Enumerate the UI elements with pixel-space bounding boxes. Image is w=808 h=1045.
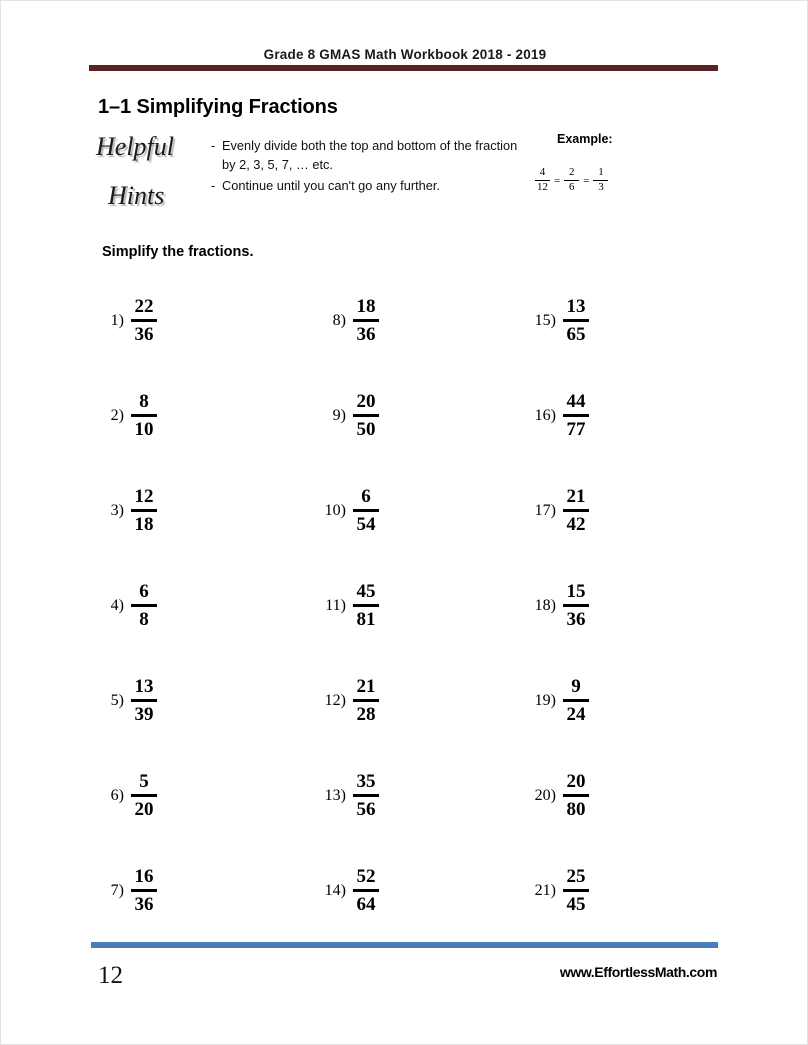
fraction-denominator: 36 (356, 323, 376, 345)
fraction-bar (563, 414, 589, 416)
fraction-bar (563, 699, 589, 701)
helpful-hints-label-line1: Helpful (96, 132, 174, 161)
fraction-numerator: 5 (139, 771, 149, 793)
fraction (131, 772, 157, 818)
problem-item[interactable] (319, 843, 529, 938)
problem-number: 16) (534, 406, 556, 424)
fraction-bar (131, 414, 157, 416)
fraction-numerator: 35 (356, 771, 376, 793)
fraction-numerator: 13 (566, 296, 586, 318)
fraction-denominator: 12 (537, 181, 548, 194)
fraction-denominator: 39 (134, 703, 154, 725)
fraction-numerator: 25 (566, 866, 586, 888)
problem-item[interactable] (529, 273, 739, 368)
fraction (563, 867, 589, 913)
fraction-bar (131, 604, 157, 606)
problem-number: 11) (325, 596, 346, 614)
fraction-denominator: 8 (139, 608, 149, 630)
fraction-denominator: 64 (356, 893, 376, 915)
fraction-bar (353, 699, 379, 701)
fraction-bar (353, 414, 379, 416)
helpful-hints-label-line2: Hints (108, 181, 165, 210)
fraction-denominator: 45 (566, 893, 586, 915)
problem-item[interactable] (319, 748, 529, 843)
problem-item[interactable] (529, 843, 739, 938)
fraction-denominator: 50 (356, 418, 376, 440)
example-fraction (535, 167, 550, 194)
fraction-denominator: 36 (566, 608, 586, 630)
fraction-denominator: 18 (134, 513, 154, 535)
fraction-denominator: 36 (134, 893, 154, 915)
problem-number: 9) (332, 406, 346, 424)
fraction (563, 582, 589, 628)
bullet-dash-icon: - (211, 178, 216, 194)
fraction-numerator: 52 (356, 866, 376, 888)
problem-item[interactable] (97, 273, 307, 368)
equals-sign: = (583, 175, 590, 188)
fraction-denominator: 81 (356, 608, 376, 630)
example-fraction (564, 167, 579, 194)
fraction-denominator: 10 (134, 418, 154, 440)
fraction-bar (131, 319, 157, 321)
problem-number: 3) (110, 501, 124, 519)
fraction-denominator: 3 (598, 181, 604, 194)
fraction-bar (353, 794, 379, 796)
fraction-bar (353, 509, 379, 511)
fraction (353, 392, 379, 438)
fraction-bar (563, 509, 589, 511)
problem-number: 6) (110, 786, 124, 804)
fraction-denominator: 6 (568, 181, 575, 194)
problem-number: 10) (324, 501, 346, 519)
fraction-numerator: 21 (566, 486, 586, 508)
fraction-denominator: 65 (566, 323, 586, 345)
fraction-numerator: 16 (134, 866, 154, 888)
problem-item[interactable] (529, 653, 739, 748)
fraction-denominator: 80 (566, 798, 586, 820)
fraction (563, 392, 589, 438)
problem-item[interactable] (97, 748, 307, 843)
hint-item (211, 137, 521, 174)
fraction-denominator: 36 (134, 323, 154, 345)
problem-number: 1) (110, 311, 124, 329)
fraction (131, 297, 157, 343)
hints-list (211, 137, 521, 199)
fraction (563, 772, 589, 818)
fraction-numerator: 21 (356, 676, 376, 698)
problem-number: 5) (110, 691, 124, 709)
example-label: Example: (557, 132, 613, 146)
problem-number: 17) (534, 501, 556, 519)
problem-number: 13) (324, 786, 346, 804)
fraction (131, 867, 157, 913)
problem-number: 2) (110, 406, 124, 424)
fraction-bar (131, 794, 157, 796)
fraction-bar (131, 889, 157, 891)
fraction-numerator: 44 (566, 391, 586, 413)
website-url[interactable]: www.EffortlessMath.com (559, 964, 717, 980)
hint-text: Continue until you can't go any further. (222, 178, 440, 194)
fraction-denominator: 24 (566, 703, 586, 725)
fraction (131, 677, 157, 723)
footer-divider (91, 942, 718, 948)
instruction-text: Simplify the fractions. (102, 244, 254, 260)
problem-item[interactable] (319, 368, 529, 463)
problem-item[interactable] (319, 463, 529, 558)
problem-number: 19) (534, 691, 556, 709)
hint-text: Evenly divide both the top and bottom of the fraction by 2, 3, 5, 7, … etc. (222, 138, 518, 172)
problem-item[interactable] (319, 653, 529, 748)
book-title: Grade 8 GMAS Math Workbook 2018 - 2019 (263, 47, 547, 62)
problem-number: 20) (534, 786, 556, 804)
problem-number: 12) (324, 691, 346, 709)
fraction (563, 487, 589, 533)
problem-item[interactable] (529, 463, 739, 558)
problem-number: 4) (110, 596, 124, 614)
header-divider (89, 65, 718, 71)
page-number: 12 (98, 962, 123, 989)
fraction-bar (131, 509, 157, 511)
fraction-numerator: 6 (139, 581, 149, 603)
fraction-numerator: 15 (566, 581, 586, 603)
problem-item[interactable] (97, 558, 307, 653)
fraction-denominator: 77 (566, 418, 586, 440)
fraction (353, 487, 379, 533)
fraction-denominator: 28 (356, 703, 376, 725)
fraction-numerator: 20 (566, 771, 586, 793)
fraction-numerator: 13 (134, 676, 154, 698)
fraction (131, 392, 157, 438)
problem-item[interactable] (97, 843, 307, 938)
fraction-bar (563, 794, 589, 796)
fraction-numerator: 12 (134, 486, 154, 508)
problem-item[interactable] (529, 748, 739, 843)
problem-number: 14) (324, 881, 346, 899)
fraction (353, 582, 379, 628)
bullet-dash-icon: - (211, 138, 216, 153)
fraction-bar (353, 604, 379, 606)
problem-item[interactable] (319, 273, 529, 368)
problem-item[interactable] (97, 653, 307, 748)
fraction (563, 677, 589, 723)
fraction (131, 582, 157, 628)
fraction-numerator: 1 (598, 166, 604, 178)
fraction-denominator: 56 (356, 798, 376, 820)
page-title: 1–1 Simplifying Fractions (98, 96, 338, 118)
fraction-numerator: 9 (571, 676, 581, 698)
problem-column-3 (529, 273, 739, 938)
fraction-denominator: 54 (356, 513, 376, 535)
fraction-denominator: 42 (566, 513, 586, 535)
fraction (131, 487, 157, 533)
hint-item (211, 177, 521, 196)
problem-item[interactable] (529, 368, 739, 463)
fraction-denominator: 20 (134, 798, 154, 820)
problem-item[interactable] (319, 558, 529, 653)
problem-column-2 (319, 273, 529, 938)
fraction-bar (353, 319, 379, 321)
problem-number: 18) (534, 596, 556, 614)
fraction-numerator: 18 (356, 296, 376, 318)
example-fraction (593, 167, 608, 194)
fraction-numerator: 45 (356, 581, 376, 603)
problem-item[interactable] (97, 368, 307, 463)
fraction-numerator: 6 (361, 486, 371, 508)
equals-sign: = (554, 175, 561, 188)
problem-number: 21) (534, 881, 556, 899)
fraction-bar (563, 319, 589, 321)
fraction-bar (563, 889, 589, 891)
fraction-numerator: 8 (139, 391, 149, 413)
fraction-numerator: 2 (568, 166, 575, 178)
problem-number: 7) (110, 881, 124, 899)
problem-item[interactable] (97, 463, 307, 558)
fraction-numerator: 20 (356, 391, 376, 413)
fraction-bar (131, 699, 157, 701)
fraction (353, 772, 379, 818)
problem-number: 15) (534, 311, 556, 329)
fraction-numerator: 4 (539, 166, 546, 178)
problem-item[interactable] (529, 558, 739, 653)
fraction-bar (353, 889, 379, 891)
fraction (353, 677, 379, 723)
fraction (563, 297, 589, 343)
fraction (353, 297, 379, 343)
problem-number: 8) (332, 311, 346, 329)
problem-column-1 (97, 273, 307, 938)
fraction-bar (563, 604, 589, 606)
example-expression (535, 167, 608, 194)
fraction (353, 867, 379, 913)
fraction-numerator: 22 (134, 296, 154, 318)
